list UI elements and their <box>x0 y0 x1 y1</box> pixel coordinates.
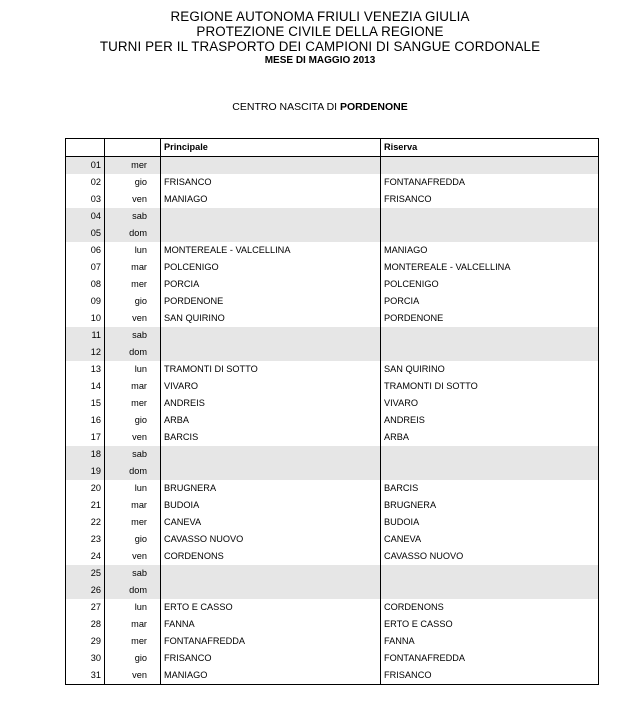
document-title-month: MESE DI MAGGIO 2013 <box>264 55 376 66</box>
table-row <box>66 531 599 548</box>
day-number-cell: 16 <box>66 412 105 429</box>
principale-cell: MANIAGO <box>161 191 381 208</box>
principale-cell: BUDOIA <box>161 497 381 514</box>
principale-cell <box>161 208 381 225</box>
riserva-cell: FONTANAFREDDA <box>381 174 599 191</box>
weekday-cell: ven <box>105 667 161 685</box>
day-number-cell: 20 <box>66 480 105 497</box>
table-row <box>66 225 599 242</box>
day-number-cell: 24 <box>66 548 105 565</box>
document-title-region: REGIONE AUTONOMA FRIULI VENEZIA GIULIA <box>170 9 470 24</box>
riserva-cell <box>381 463 599 480</box>
table-row <box>66 480 599 497</box>
table-row <box>66 463 599 480</box>
centro-prefix: CENTRO NASCITA DI <box>232 101 341 113</box>
principale-cell: FRISANCO <box>161 650 381 667</box>
weekday-cell: mer <box>105 276 161 293</box>
table-header-row <box>66 139 599 157</box>
principale-cell <box>161 157 381 175</box>
day-number-cell: 01 <box>66 157 105 175</box>
table-row <box>66 276 599 293</box>
weekday-cell: mer <box>105 157 161 175</box>
table-row <box>66 565 599 582</box>
principale-cell <box>161 344 381 361</box>
table-row <box>66 395 599 412</box>
table-row <box>66 327 599 344</box>
riserva-cell <box>381 327 599 344</box>
principale-cell: ERTO E CASSO <box>161 599 381 616</box>
riserva-cell: POLCENIGO <box>381 276 599 293</box>
weekday-cell: ven <box>105 191 161 208</box>
day-number-cell: 08 <box>66 276 105 293</box>
weekday-cell: lun <box>105 480 161 497</box>
centro-name: PORDENONE <box>340 101 408 113</box>
table-row <box>66 412 599 429</box>
principale-cell <box>161 327 381 344</box>
weekday-cell: dom <box>105 463 161 480</box>
principale-cell: CORDENONS <box>161 548 381 565</box>
weekday-cell: lun <box>105 361 161 378</box>
principale-cell: TRAMONTI DI SOTTO <box>161 361 381 378</box>
table-row <box>66 191 599 208</box>
riserva-cell: FONTANAFREDDA <box>381 650 599 667</box>
table-row <box>66 174 599 191</box>
principale-cell: VIVARO <box>161 378 381 395</box>
riserva-cell: FANNA <box>381 633 599 650</box>
weekday-cell: mer <box>105 633 161 650</box>
shift-table-body <box>66 157 599 685</box>
riserva-cell <box>381 208 599 225</box>
column-header-number <box>66 139 105 157</box>
day-number-cell: 05 <box>66 225 105 242</box>
table-row <box>66 548 599 565</box>
table-row <box>66 310 599 327</box>
table-row <box>66 208 599 225</box>
day-number-cell: 13 <box>66 361 105 378</box>
day-number-cell: 17 <box>66 429 105 446</box>
table-row <box>66 633 599 650</box>
weekday-cell: gio <box>105 412 161 429</box>
weekday-cell: mar <box>105 497 161 514</box>
document-title-department: PROTEZIONE CIVILE DELLA REGIONE <box>196 24 444 39</box>
column-header-riserva: Riserva <box>381 139 599 157</box>
table-row <box>66 514 599 531</box>
day-number-cell: 31 <box>66 667 105 685</box>
principale-cell <box>161 225 381 242</box>
weekday-cell: sab <box>105 446 161 463</box>
table-row <box>66 259 599 276</box>
day-number-cell: 12 <box>66 344 105 361</box>
day-number-cell: 02 <box>66 174 105 191</box>
principale-cell: CAVASSO NUOVO <box>161 531 381 548</box>
riserva-cell <box>381 446 599 463</box>
weekday-cell: mar <box>105 259 161 276</box>
document-title-subject: TURNI PER IL TRASPORTO DEI CAMPIONI DI SANGUE CORDONALE <box>99 39 541 54</box>
riserva-cell <box>381 157 599 175</box>
day-number-cell: 21 <box>66 497 105 514</box>
day-number-cell: 14 <box>66 378 105 395</box>
table-row <box>66 157 599 175</box>
shift-table <box>65 138 599 685</box>
riserva-cell: FRISANCO <box>381 667 599 685</box>
centro-nascita-heading <box>0 101 640 113</box>
principale-cell: BRUGNERA <box>161 480 381 497</box>
riserva-cell: BUDOIA <box>381 514 599 531</box>
day-number-cell: 28 <box>66 616 105 633</box>
principale-cell: FANNA <box>161 616 381 633</box>
table-row <box>66 599 599 616</box>
principale-cell: MANIAGO <box>161 667 381 685</box>
riserva-cell: MONTEREALE - VALCELLINA <box>381 259 599 276</box>
riserva-cell <box>381 565 599 582</box>
weekday-cell: mar <box>105 616 161 633</box>
weekday-cell: mer <box>105 514 161 531</box>
weekday-cell: gio <box>105 293 161 310</box>
table-row <box>66 582 599 599</box>
table-row <box>66 242 599 259</box>
table-row <box>66 446 599 463</box>
weekday-cell: dom <box>105 344 161 361</box>
principale-cell: BARCIS <box>161 429 381 446</box>
riserva-cell <box>381 582 599 599</box>
day-number-cell: 03 <box>66 191 105 208</box>
weekday-cell: mar <box>105 378 161 395</box>
weekday-cell: dom <box>105 225 161 242</box>
day-number-cell: 26 <box>66 582 105 599</box>
principale-cell: SAN QUIRINO <box>161 310 381 327</box>
day-number-cell: 11 <box>66 327 105 344</box>
table-row <box>66 497 599 514</box>
table-row <box>66 650 599 667</box>
principale-cell: CANEVA <box>161 514 381 531</box>
table-row <box>66 616 599 633</box>
riserva-cell: PORCIA <box>381 293 599 310</box>
riserva-cell: TRAMONTI DI SOTTO <box>381 378 599 395</box>
riserva-cell: SAN QUIRINO <box>381 361 599 378</box>
principale-cell: ANDREIS <box>161 395 381 412</box>
day-number-cell: 27 <box>66 599 105 616</box>
riserva-cell: BARCIS <box>381 480 599 497</box>
weekday-cell: gio <box>105 650 161 667</box>
riserva-cell: ERTO E CASSO <box>381 616 599 633</box>
principale-cell: FONTANAFREDDA <box>161 633 381 650</box>
day-number-cell: 22 <box>66 514 105 531</box>
principale-cell: POLCENIGO <box>161 259 381 276</box>
principale-cell <box>161 582 381 599</box>
day-number-cell: 23 <box>66 531 105 548</box>
table-row <box>66 378 599 395</box>
column-header-principale: Principale <box>161 139 381 157</box>
riserva-cell: VIVARO <box>381 395 599 412</box>
day-number-cell: 15 <box>66 395 105 412</box>
riserva-cell: CANEVA <box>381 531 599 548</box>
weekday-cell: dom <box>105 582 161 599</box>
weekday-cell: ven <box>105 548 161 565</box>
table-row <box>66 429 599 446</box>
riserva-cell: ARBA <box>381 429 599 446</box>
principale-cell: MONTEREALE - VALCELLINA <box>161 242 381 259</box>
riserva-cell: PORDENONE <box>381 310 599 327</box>
riserva-cell: MANIAGO <box>381 242 599 259</box>
weekday-cell: sab <box>105 208 161 225</box>
riserva-cell <box>381 225 599 242</box>
weekday-cell: lun <box>105 242 161 259</box>
table-row <box>66 293 599 310</box>
principale-cell: ARBA <box>161 412 381 429</box>
riserva-cell <box>381 344 599 361</box>
day-number-cell: 09 <box>66 293 105 310</box>
day-number-cell: 29 <box>66 633 105 650</box>
riserva-cell: CORDENONS <box>381 599 599 616</box>
principale-cell <box>161 446 381 463</box>
weekday-cell: gio <box>105 174 161 191</box>
principale-cell: PORDENONE <box>161 293 381 310</box>
day-number-cell: 30 <box>66 650 105 667</box>
principale-cell <box>161 565 381 582</box>
weekday-cell: gio <box>105 531 161 548</box>
table-row <box>66 361 599 378</box>
day-number-cell: 10 <box>66 310 105 327</box>
principale-cell <box>161 463 381 480</box>
riserva-cell: FRISANCO <box>381 191 599 208</box>
weekday-cell: ven <box>105 310 161 327</box>
table-row <box>66 344 599 361</box>
day-number-cell: 04 <box>66 208 105 225</box>
riserva-cell: BRUGNERA <box>381 497 599 514</box>
day-number-cell: 18 <box>66 446 105 463</box>
day-number-cell: 19 <box>66 463 105 480</box>
riserva-cell: ANDREIS <box>381 412 599 429</box>
weekday-cell: sab <box>105 327 161 344</box>
weekday-cell: ven <box>105 429 161 446</box>
day-number-cell: 25 <box>66 565 105 582</box>
riserva-cell: CAVASSO NUOVO <box>381 548 599 565</box>
weekday-cell: lun <box>105 599 161 616</box>
day-number-cell: 07 <box>66 259 105 276</box>
column-header-day <box>105 139 161 157</box>
principale-cell: PORCIA <box>161 276 381 293</box>
weekday-cell: mer <box>105 395 161 412</box>
weekday-cell: sab <box>105 565 161 582</box>
table-row <box>66 667 599 685</box>
day-number-cell: 06 <box>66 242 105 259</box>
principale-cell: FRISANCO <box>161 174 381 191</box>
